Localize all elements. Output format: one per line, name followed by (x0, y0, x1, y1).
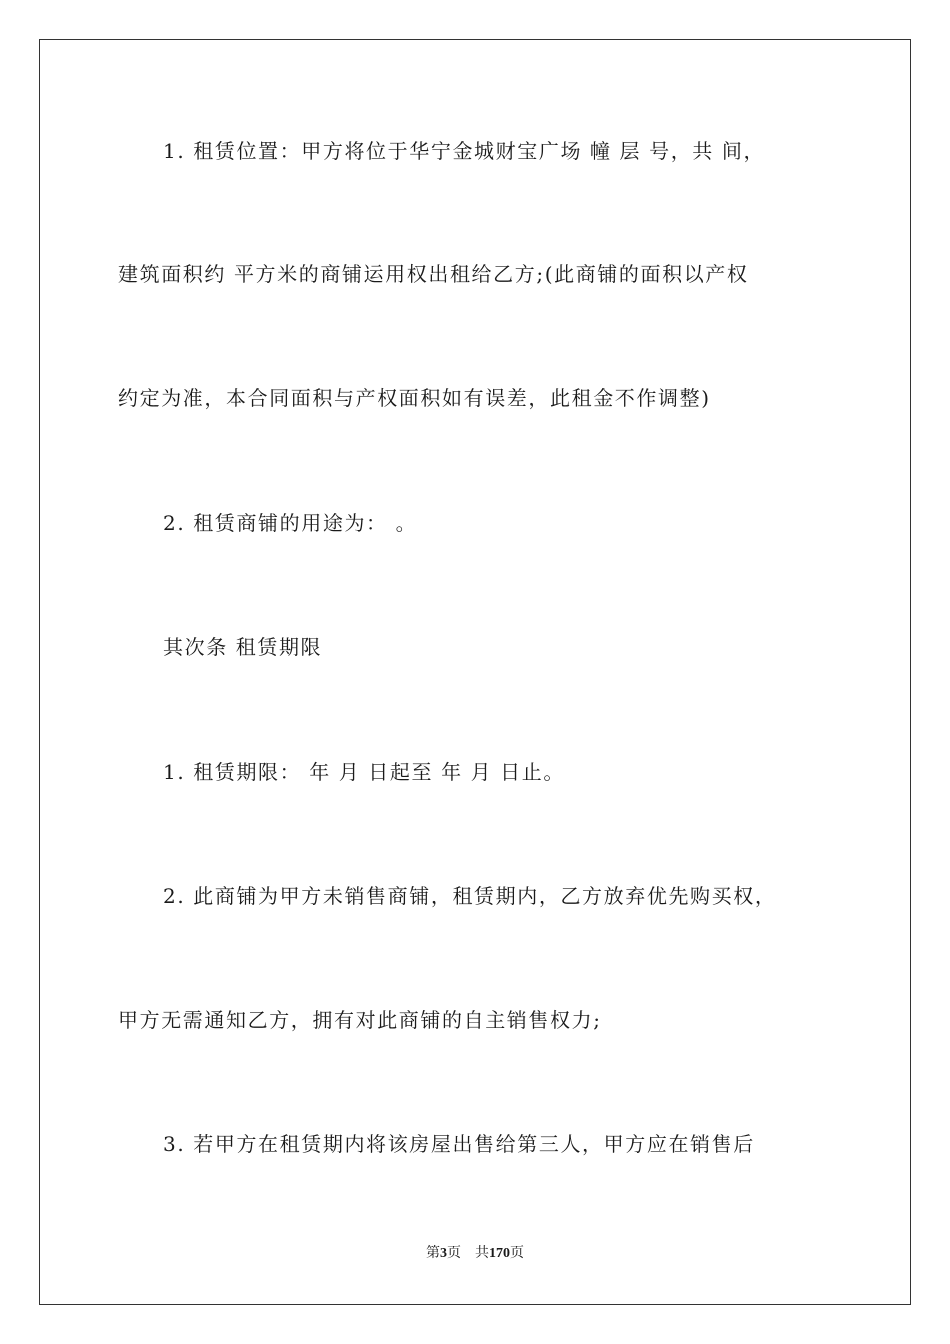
footer-total-suffix: 页 (510, 1246, 524, 1261)
page-border (39, 39, 911, 1305)
paragraph-line-term: 1. 租赁期限： 年 月 日起至 年 月 日止。 (163, 760, 565, 784)
footer-page-prefix: 第 (426, 1246, 440, 1261)
paragraph-line-unsold-shop: 2. 此商铺为甲方未销售商铺，租赁期内，乙方放弃优先购买权， (163, 884, 777, 908)
section-heading-lease-term: 其次条 租赁期限 (163, 635, 323, 659)
paragraph-line-sale-third-party: 3. 若甲方在租赁期内将该房屋出售给第三人，甲方应在销售后 (163, 1132, 755, 1156)
footer-page-suffix: 页 (447, 1246, 461, 1261)
footer-page-number: 3 (440, 1246, 447, 1261)
paragraph-line-area-note: 约定为准，本合同面积与产权面积如有误差，此租金不作调整) (118, 386, 711, 410)
footer-total-prefix: 共 (475, 1246, 489, 1261)
paragraph-line-area: 建筑面积约 平方米的商铺运用权出租给乙方;(此商铺的面积以产权 (118, 262, 749, 286)
paragraph-line-usage: 2. 租赁商铺的用途为： 。 (163, 511, 418, 535)
paragraph-line-location: 1. 租赁位置：甲方将位于华宁金城财宝广场 幢 层 号，共 间， (163, 139, 766, 163)
page-footer (0, 1244, 950, 1264)
footer-total-pages: 170 (489, 1246, 510, 1261)
paragraph-line-sales-right: 甲方无需通知乙方，拥有对此商铺的自主销售权力; (118, 1008, 602, 1032)
